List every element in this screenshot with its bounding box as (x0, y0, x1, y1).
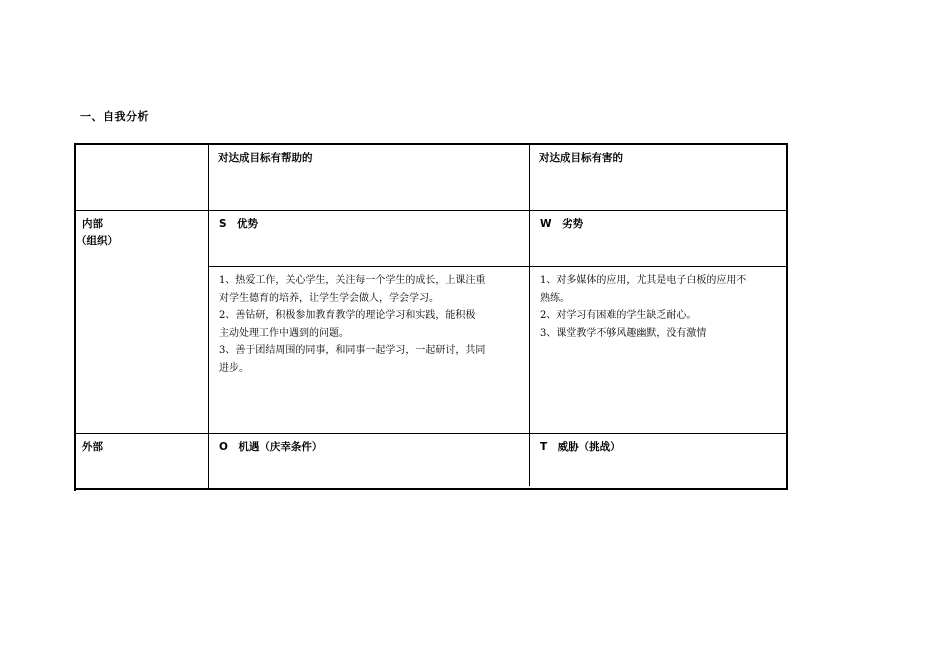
opportunities-title: O 机遇（庆幸条件） (219, 441, 323, 453)
table-divider-h3 (76, 433, 786, 434)
list-item: 2、对学习有困难的学生缺乏耐心。 (540, 310, 697, 321)
weaknesses-list (540, 272, 784, 342)
strengths-list (219, 272, 527, 377)
list-item: 3、课堂教学不够风趣幽默，没有激情 (540, 327, 707, 339)
strengths-title: S 优势 (219, 218, 259, 230)
table-divider-h2 (208, 266, 786, 267)
list-item: 主动处理工作中遇到的问题。 (219, 327, 349, 339)
table-border-right (786, 143, 788, 490)
list-item: 熟练。 (540, 292, 570, 304)
list-item: 对学生德育的培养，让学生学会做人，学会学习。 (219, 292, 439, 304)
table-divider-h1 (76, 210, 786, 211)
column-header-harmful: 对达成目标有害的 (539, 152, 623, 164)
table-border-left (74, 143, 76, 491)
list-item: 1、热爱工作，关心学生，关注每一个学生的成长，上课注重 (219, 275, 486, 286)
section-heading: 一、自我分析 (80, 110, 149, 123)
column-header-helpful: 对达成目标有帮助的 (218, 152, 313, 164)
threats-title: T 威胁（挑战） (540, 441, 621, 453)
weaknesses-title: W 劣势 (540, 218, 584, 230)
list-item: 1、对多媒体的应用，尤其是电子白板的应用不 (540, 275, 747, 286)
row-label-external: 外部 (82, 441, 103, 453)
row-label-internal: 内部 （组织） (76, 218, 118, 247)
list-item: 3、善于团结周围的同事，和同事一起学习，一起研讨，共同 (219, 345, 486, 356)
list-item: 2、善钻研，积极参加教育教学的理论学习和实践，能积极 (219, 310, 476, 321)
table-border-bottom (74, 488, 788, 490)
table-border-top (74, 143, 788, 145)
list-item: 进步。 (219, 362, 249, 374)
table-divider-v2 (529, 145, 530, 486)
table-divider-v1 (208, 145, 209, 490)
